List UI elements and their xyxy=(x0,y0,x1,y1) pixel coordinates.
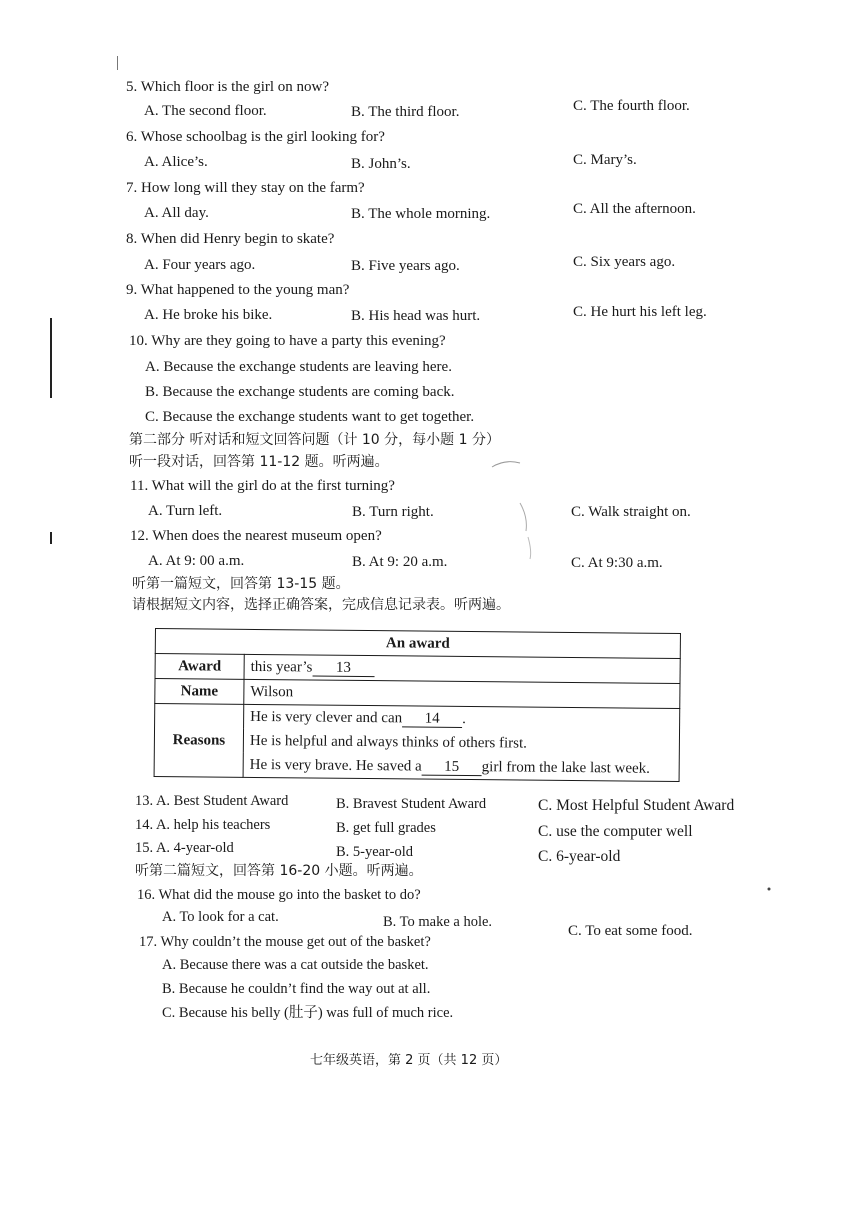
passage2-instruction: 听第二篇短文，回答第 16-20 小题。听两遍。 xyxy=(135,863,423,879)
reason-1-end: . xyxy=(462,710,466,727)
part2-instruction: 听一段对话，回答第 11-12 题。听两遍。 xyxy=(129,454,389,470)
question-stem: 17. Why couldn’t the mouse get out of the basket? xyxy=(139,934,431,950)
option-b: B. get full grades xyxy=(336,820,436,836)
option-c: C. 6-year-old xyxy=(538,848,621,865)
option-b: B. At 9: 20 a.m. xyxy=(352,554,448,570)
option-b: B. 5-year-old xyxy=(336,844,414,860)
option-c: C. Walk straight on. xyxy=(571,504,691,520)
question-stem: 11. What will the girl do at the first turning? xyxy=(130,478,395,494)
option-c: C. All the afternoon. xyxy=(573,201,696,217)
option-c: C. Because the exchange students want to get together. xyxy=(145,409,475,425)
option-c: C. Mary’s. xyxy=(573,152,637,168)
question-stem: 12. When does the nearest museum open? xyxy=(130,528,382,544)
question-stem: 16. What did the mouse go into the basket to do? xyxy=(137,887,421,903)
option-a: 15. A. 4-year-old xyxy=(135,840,234,856)
option-a: A. He broke his bike. xyxy=(144,307,273,323)
option-c: C. To eat some food. xyxy=(568,923,693,939)
part2-heading: 第二部分 听对话和短文回答问题（计 10 分，每小题 1 分） xyxy=(129,432,500,448)
option-b: B. Turn right. xyxy=(352,504,434,520)
reason-3-end: girl from the lake last week. xyxy=(481,758,651,777)
option-c: C. Most Helpful Student Award xyxy=(538,797,735,814)
option-a: A. Because there was a cat outside the basket. xyxy=(162,957,429,973)
option-a: A. To look for a cat. xyxy=(162,909,279,925)
option-c: C. Because his belly (肚子) was full of much rice. xyxy=(162,1005,454,1021)
name-label: Name xyxy=(155,679,244,705)
option-b: B. Because the exchange students are coming back. xyxy=(145,384,455,400)
award-text: this year’s xyxy=(250,658,313,676)
blank-15: 15 xyxy=(422,759,482,776)
option-a: A. Alice’s. xyxy=(144,154,208,170)
award-info-table xyxy=(154,628,681,782)
option-a: A. Turn left. xyxy=(148,503,223,519)
option-b: B. John’s. xyxy=(351,156,411,172)
margin-binding-line xyxy=(50,318,52,398)
option-a: 13. A. Best Student Award xyxy=(135,793,289,809)
passage1-instruction: 听第一篇短文，回答第 13-15 题。 xyxy=(132,576,350,592)
option-b: B. His head was hurt. xyxy=(351,308,481,324)
page-footer: 七年级英语，第 2 页（共 12 页） xyxy=(310,1053,508,1068)
scan-speck xyxy=(765,885,775,893)
option-a: A. At 9: 00 a.m. xyxy=(148,553,245,569)
reason-3-text: He is very brave. He saved a xyxy=(249,756,422,775)
option-c: C. He hurt his left leg. xyxy=(573,304,707,320)
reason-1-text: He is very clever and can xyxy=(250,708,403,726)
table-title: An award xyxy=(155,629,680,659)
option-b: B. Bravest Student Award xyxy=(336,796,487,812)
question-stem: 9. What happened to the young man? xyxy=(126,282,350,298)
question-stem: 6. Whose schoolbag is the girl looking for? xyxy=(126,129,385,145)
option-a: 14. A. help his teachers xyxy=(135,817,271,833)
option-b: B. Five years ago. xyxy=(351,258,460,274)
passage1-table-instruction: 请根据短文内容，选择正确答案，完成信息记录表。听两遍。 xyxy=(132,597,510,613)
margin-tick xyxy=(117,56,118,70)
question-stem: 5. Which floor is the girl on now? xyxy=(126,79,330,95)
award-label: Award xyxy=(155,654,244,680)
question-stem: 7. How long will they stay on the farm? xyxy=(126,180,365,196)
option-a: A. Four years ago. xyxy=(144,257,256,273)
blank-14: 14 xyxy=(402,711,462,728)
option-c: C. Six years ago. xyxy=(573,254,676,270)
option-b: B. Because he couldn’t find the way out at all. xyxy=(162,981,431,997)
option-c: C. The fourth floor. xyxy=(573,98,690,114)
name-value: Wilson xyxy=(244,679,680,708)
option-a: A. Because the exchange students are leaving here. xyxy=(145,359,452,375)
pencil-stroke-marks xyxy=(470,455,550,575)
option-a: A. The second floor. xyxy=(144,103,267,119)
option-b: B. To make a hole. xyxy=(383,914,493,930)
option-a: A. All day. xyxy=(144,205,209,221)
margin-mark xyxy=(50,532,52,544)
option-c: C. use the computer well xyxy=(538,823,693,840)
option-b: B. The whole morning. xyxy=(351,206,491,222)
option-c: C. At 9:30 a.m. xyxy=(571,555,663,571)
reasons-label: Reasons xyxy=(154,704,244,778)
reason-2: He is helpful and always thinks of others first. xyxy=(243,729,679,757)
reason-3 xyxy=(243,753,679,782)
option-b: B. The third floor. xyxy=(351,104,460,120)
blank-13: 13 xyxy=(312,660,374,677)
question-stem: 10. Why are they going to have a party this evening? xyxy=(129,333,446,349)
question-stem: 8. When did Henry begin to skate? xyxy=(126,231,335,247)
